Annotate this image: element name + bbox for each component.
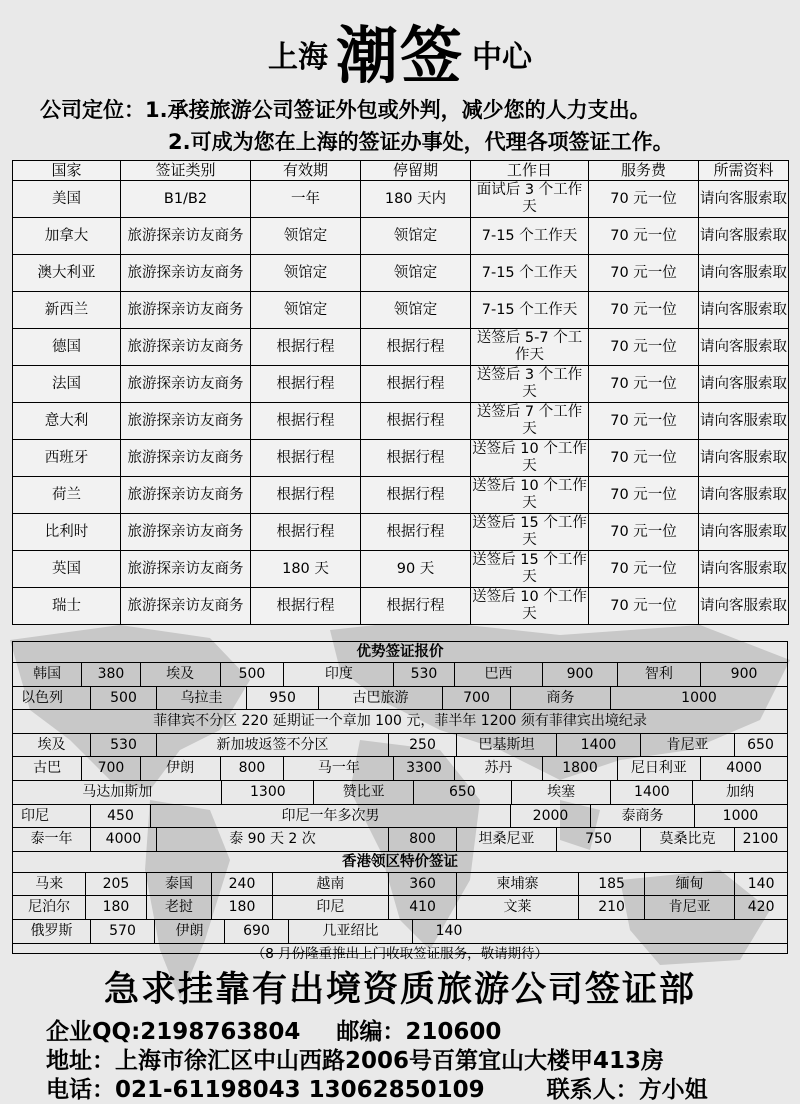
cell-validity: 根据行程	[251, 477, 361, 514]
cell-validity: 根据行程	[251, 588, 361, 625]
title-suffix: 中心	[472, 40, 532, 75]
header-visa-type: 签证类别	[121, 161, 251, 181]
cell-fee: 70 元一位	[589, 181, 699, 218]
price-value: 4000	[91, 828, 157, 851]
price-row	[13, 873, 787, 896]
price-label: 马来	[13, 873, 86, 896]
header-documents: 所需资料	[699, 161, 789, 181]
price-value: 180	[86, 896, 146, 919]
price-value: 700	[443, 687, 511, 710]
price-value: 380	[82, 663, 141, 686]
visa-table-body	[13, 181, 789, 625]
price-row	[13, 709, 787, 733]
cell-validity: 根据行程	[251, 514, 361, 551]
price-label: 巴基斯坦	[457, 734, 557, 757]
price-value: 900	[543, 663, 617, 686]
cell-documents: 请向客服索取	[699, 366, 789, 403]
cell-validity: 180 天	[251, 551, 361, 588]
price-value: 530	[394, 663, 454, 686]
price-label: 尼日利亚	[618, 757, 701, 780]
cell-fee: 70 元一位	[589, 218, 699, 255]
price-value: 140	[747, 875, 775, 892]
price-value: 690	[225, 920, 289, 943]
table-row	[13, 292, 789, 329]
page-title	[0, 6, 800, 95]
cell-workdays: 送签后 3 个工作天	[471, 366, 589, 403]
cell-workdays: 送签后 10 个工作天	[471, 477, 589, 514]
cell-validity: 根据行程	[251, 440, 361, 477]
cell-validity: 根据行程	[251, 403, 361, 440]
price-label: 古巴	[13, 757, 82, 780]
cell-country: 澳大利亚	[13, 255, 121, 292]
cell-validity: 领馆定	[251, 218, 361, 255]
cell-documents: 请向客服索取	[699, 477, 789, 514]
slogan: 急求挂靠有出境资质旅游公司签证部	[103, 970, 696, 1010]
title-prefix: 上海	[267, 40, 328, 75]
header-workdays: 工作日	[471, 161, 589, 181]
title-brand: 潮签	[335, 19, 464, 92]
table-row	[13, 218, 789, 255]
table-row	[13, 588, 789, 625]
price-label: 坦桑尼亚	[457, 828, 557, 851]
price-value: 2000	[511, 805, 591, 828]
price-value: 420	[747, 899, 775, 916]
price-label: 巴西	[455, 663, 544, 686]
contact-person: 联系人：方小姐	[546, 1077, 708, 1103]
cell-stay: 180 天内	[361, 181, 471, 218]
cell-workdays: 面试后 3 个工作天	[471, 181, 589, 218]
price-row	[13, 686, 787, 710]
cell-visa-type: 旅游探亲访友商务	[121, 255, 251, 292]
price-value: 180	[212, 896, 272, 919]
price-value: 800	[221, 757, 285, 780]
price-label: 马一年	[284, 757, 394, 780]
phone: 电话：021-61198043 13062850109	[46, 1077, 485, 1103]
cell-documents: 请向客服索取	[699, 514, 789, 551]
price-label: 乌拉圭	[157, 687, 247, 710]
cell-stay: 根据行程	[361, 588, 471, 625]
cell-documents: 请向客服索取	[699, 181, 789, 218]
price-value: 4000	[726, 760, 762, 777]
price-value: 3300	[394, 757, 454, 780]
cell-country: 瑞士	[13, 588, 121, 625]
cell-country: 西班牙	[13, 440, 121, 477]
advantage-title: 优势签证报价	[13, 642, 787, 663]
visa-table-header	[13, 161, 789, 181]
table-row	[13, 551, 789, 588]
cell-workdays: 送签后 10 个工作天	[471, 440, 589, 477]
table-row	[13, 329, 789, 366]
price-value: 360	[389, 873, 457, 896]
cell-fee: 70 元一位	[589, 329, 699, 366]
price-value: 950	[247, 687, 319, 710]
cell-workdays: 7-15 个工作天	[471, 218, 589, 255]
price-value: 410	[389, 896, 457, 919]
price-label: 新加坡返签不分区	[157, 734, 389, 757]
cell-workdays: 送签后 15 个工作天	[471, 551, 589, 588]
cell-visa-type: 旅游探亲访友商务	[121, 477, 251, 514]
price-value: 650	[414, 781, 512, 804]
price-value: 1000	[722, 807, 759, 824]
price-row	[13, 919, 787, 943]
price-label: 肯尼亚	[645, 896, 735, 919]
price-row	[13, 827, 787, 851]
price-value: 240	[212, 873, 272, 896]
cell-fee: 70 元一位	[589, 292, 699, 329]
price-label: 越南	[273, 873, 390, 896]
price-value: 900	[730, 666, 758, 682]
price-value: 1800	[543, 757, 617, 780]
cell-workdays: 7-15 个工作天	[471, 255, 589, 292]
philippines-note: 菲律宾不分区 220 延期证一个章加 100 元，菲半年 1200 须有菲律宾出境纪录	[153, 713, 647, 730]
cell-fee: 70 元一位	[589, 588, 699, 625]
cell-fee: 70 元一位	[589, 551, 699, 588]
price-label: 苏丹	[455, 757, 544, 780]
price-value: 450	[91, 805, 151, 828]
price-value: 570	[91, 920, 155, 943]
cell-visa-type: 旅游探亲访友商务	[121, 440, 251, 477]
cell-documents: 请向客服索取	[699, 551, 789, 588]
price-value: 1400	[557, 734, 641, 757]
price-value: 185	[579, 873, 645, 896]
cell-validity: 根据行程	[251, 329, 361, 366]
cell-documents: 请向客服索取	[699, 329, 789, 366]
cell-visa-type: 旅游探亲访友商务	[121, 551, 251, 588]
cell-documents: 请向客服索取	[699, 218, 789, 255]
cell-workdays: 送签后 15 个工作天	[471, 514, 589, 551]
cell-documents: 请向客服索取	[699, 255, 789, 292]
price-label: 泰商务	[591, 805, 695, 828]
cell-country: 比利时	[13, 514, 121, 551]
cell-fee: 70 元一位	[589, 514, 699, 551]
cell-workdays: 送签后 5-7 个工作天	[471, 329, 589, 366]
price-row	[13, 895, 787, 919]
price-label: 埃塞	[512, 781, 612, 804]
price-label: 赞比亚	[314, 781, 414, 804]
advantage-rows	[13, 663, 787, 851]
price-value: 140	[435, 922, 463, 939]
price-value: 1000	[681, 689, 717, 706]
cell-stay: 领馆定	[361, 218, 471, 255]
cell-stay: 领馆定	[361, 255, 471, 292]
price-label: 伊朗	[141, 757, 221, 780]
price-row	[13, 733, 787, 757]
table-row	[13, 403, 789, 440]
price-value: 650	[747, 736, 774, 753]
price-row	[13, 804, 787, 828]
price-label: 尼泊尔	[13, 896, 86, 919]
cell-stay: 根据行程	[361, 366, 471, 403]
price-row	[13, 756, 787, 780]
cell-stay: 根据行程	[361, 329, 471, 366]
price-sections	[12, 641, 788, 962]
cell-validity: 一年	[251, 181, 361, 218]
price-row	[13, 780, 787, 804]
postal-code: 邮编：210600	[336, 1019, 502, 1045]
table-row	[13, 181, 789, 218]
cell-fee: 70 元一位	[589, 255, 699, 292]
price-value: 530	[91, 734, 157, 757]
contact-line-3	[46, 1071, 708, 1104]
table-row	[13, 514, 789, 551]
cell-country: 德国	[13, 329, 121, 366]
price-label: 马达加斯加	[13, 781, 222, 804]
price-label: 埃及	[13, 734, 91, 757]
cell-workdays: 送签后 7 个工作天	[471, 403, 589, 440]
cell-visa-type: 旅游探亲访友商务	[121, 588, 251, 625]
table-row	[13, 255, 789, 292]
positioning-line-1: 公司定位：1.承接旅游公司签证外包或外判，减少您的人力支出。	[40, 98, 651, 122]
cell-visa-type: 旅游探亲访友商务	[121, 292, 251, 329]
price-value: 750	[557, 828, 641, 851]
price-value: 210	[579, 896, 645, 919]
price-label: 莫桑比克	[641, 828, 735, 851]
cell-stay: 根据行程	[361, 514, 471, 551]
cell-stay: 根据行程	[361, 477, 471, 514]
price-label: 印尼	[273, 896, 390, 919]
qq-number: 企业QQ:2198763804	[46, 1019, 301, 1045]
price-value: 250	[389, 734, 457, 757]
price-label: 古巴旅游	[319, 687, 443, 710]
price-value: 500	[91, 687, 157, 710]
cell-stay: 根据行程	[361, 440, 471, 477]
price-label: 印尼一年多次男	[151, 805, 511, 828]
cell-stay: 90 天	[361, 551, 471, 588]
address: 地址：上海市徐汇区中山西路2006号百第宜山大楼甲413房	[46, 1048, 665, 1074]
price-label: 以色列	[13, 687, 91, 710]
cell-stay: 根据行程	[361, 403, 471, 440]
cell-documents: 请向客服索取	[699, 440, 789, 477]
price-label: 加纳	[726, 783, 755, 800]
cell-country: 英国	[13, 551, 121, 588]
cell-validity: 领馆定	[251, 292, 361, 329]
cell-fee: 70 元一位	[589, 366, 699, 403]
cell-visa-type: 旅游探亲访友商务	[121, 329, 251, 366]
table-row	[13, 477, 789, 514]
hongkong-title: 香港领区特价签证	[13, 851, 787, 873]
price-label: 印度	[284, 663, 394, 686]
cell-country: 荷兰	[13, 477, 121, 514]
positioning-line-2: 2.可成为您在上海的签证办事处，代理各项签证工作。	[168, 130, 674, 154]
visa-table	[12, 160, 789, 625]
price-value: 2100	[742, 831, 779, 848]
price-value: 1300	[222, 781, 314, 804]
price-label: 老挝	[147, 896, 213, 919]
price-label: 泰国	[147, 873, 213, 896]
cell-country: 意大利	[13, 403, 121, 440]
cell-fee: 70 元一位	[589, 477, 699, 514]
cell-documents: 请向客服索取	[699, 292, 789, 329]
cell-fee: 70 元一位	[589, 403, 699, 440]
price-label: 韩国	[13, 663, 82, 686]
price-label: 缅甸	[645, 873, 735, 896]
table-row	[13, 440, 789, 477]
cell-visa-type: 旅游探亲访友商务	[121, 366, 251, 403]
cell-visa-type: B1/B2	[121, 181, 251, 218]
price-label: 泰一年	[13, 828, 91, 851]
header-stay: 停留期	[361, 161, 471, 181]
cell-documents: 请向客服索取	[699, 588, 789, 625]
cell-validity: 根据行程	[251, 366, 361, 403]
cell-fee: 70 元一位	[589, 440, 699, 477]
price-value: 1400	[611, 781, 693, 804]
cell-visa-type: 旅游探亲访友商务	[121, 403, 251, 440]
service-note: （8 月份隆重推出上门收取签证服务，敬请期待）	[13, 943, 787, 965]
cell-visa-type: 旅游探亲访友商务	[121, 514, 251, 551]
price-label: 柬埔寨	[457, 873, 579, 896]
cell-workdays: 7-15 个工作天	[471, 292, 589, 329]
price-label: 伊朗	[155, 920, 225, 943]
cell-country: 法国	[13, 366, 121, 403]
price-label: 泰 90 天 2 次	[157, 828, 389, 851]
cell-stay: 领馆定	[361, 292, 471, 329]
price-label: 印尼	[13, 805, 91, 828]
header-fee: 服务费	[589, 161, 699, 181]
price-label: 几亚绍比	[289, 920, 413, 943]
price-value: 700	[82, 757, 141, 780]
header-validity: 有效期	[251, 161, 361, 181]
price-label: 商务	[511, 687, 611, 710]
price-label: 智利	[618, 663, 701, 686]
header-country: 国家	[13, 161, 121, 181]
price-label: 俄罗斯	[13, 920, 91, 943]
price-label: 文莱	[457, 896, 579, 919]
cell-validity: 领馆定	[251, 255, 361, 292]
cell-workdays: 送签后 10 个工作天	[471, 588, 589, 625]
cell-visa-type: 旅游探亲访友商务	[121, 218, 251, 255]
price-label: 肯尼亚	[641, 734, 735, 757]
table-row	[13, 366, 789, 403]
cell-country: 加拿大	[13, 218, 121, 255]
price-row	[13, 663, 787, 686]
price-value: 500	[221, 663, 285, 686]
hongkong-rows	[13, 873, 787, 943]
price-value: 800	[389, 828, 457, 851]
cell-country: 美国	[13, 181, 121, 218]
cell-country: 新西兰	[13, 292, 121, 329]
cell-documents: 请向客服索取	[699, 403, 789, 440]
price-value: 205	[86, 873, 146, 896]
price-label: 埃及	[141, 663, 221, 686]
